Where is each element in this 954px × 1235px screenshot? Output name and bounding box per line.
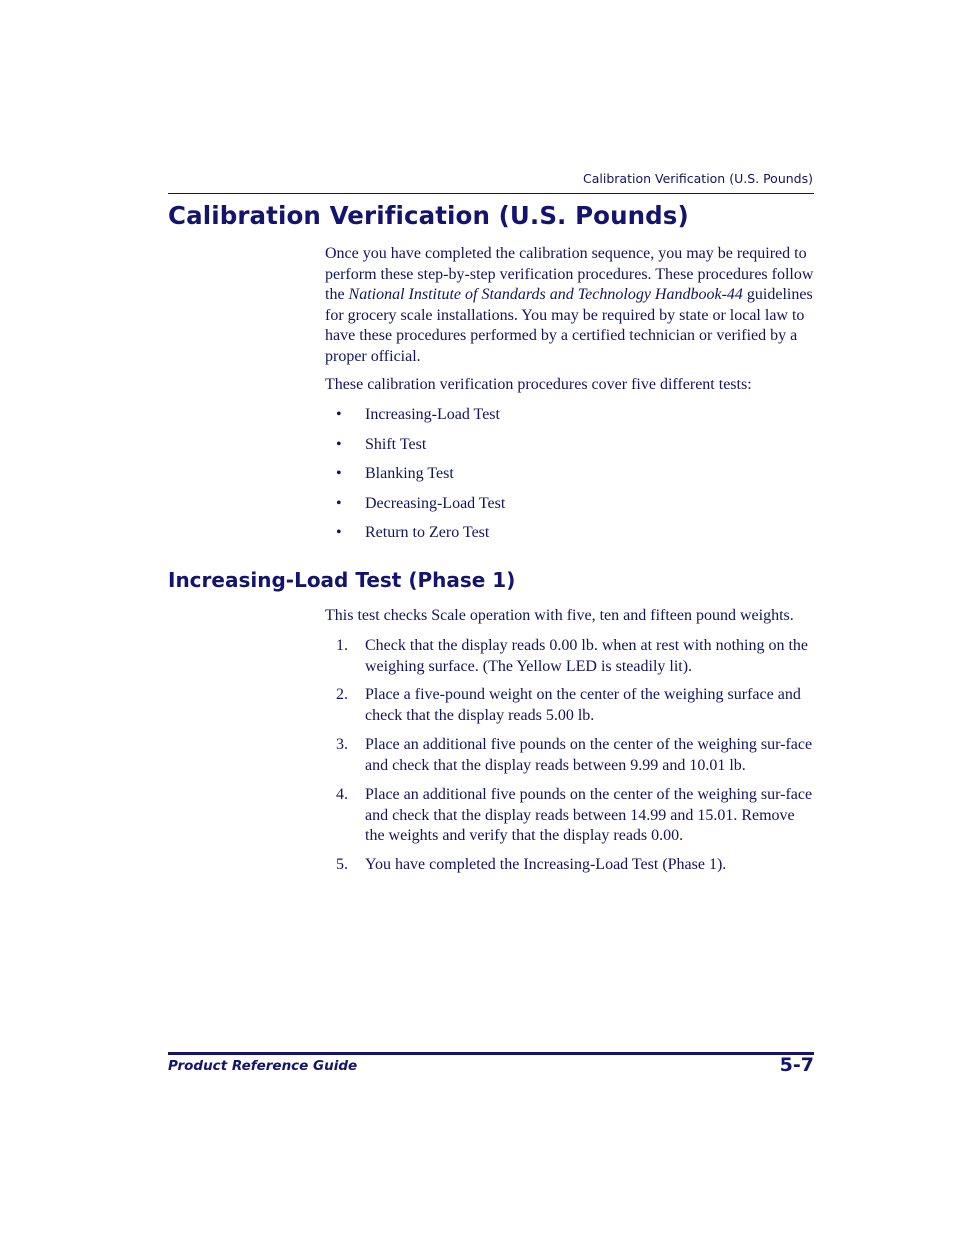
tests-intro-text: These calibration verification procedures cover five different tests:	[325, 376, 752, 393]
page-number: 5-7	[779, 1054, 814, 1076]
subsection-intro	[325, 606, 814, 627]
step-number: 1.	[336, 637, 348, 654]
bullet-mark: •	[336, 495, 342, 512]
bullet-mark: •	[336, 465, 342, 482]
step-text: Place an additional five pounds on the center of the weighing sur-face and check that the display reads between 9.99 and 10.01 lb.	[365, 736, 813, 774]
test-name: Increasing-Load Test	[365, 406, 500, 423]
list-item	[336, 435, 426, 456]
bullet-mark: •	[336, 436, 342, 453]
step-item	[336, 735, 814, 776]
tests-intro	[325, 375, 814, 396]
test-name: Return to Zero Test	[365, 524, 490, 541]
step-item	[336, 855, 814, 876]
step-text: Place a five-pound weight on the center of the weighing surface and check that the display reads 5.00 lb.	[365, 686, 801, 724]
header-rule	[168, 193, 814, 194]
step-number: 3.	[336, 736, 348, 753]
intro-text-2: guidelines for grocery scale installations. You may be required by state or local law to have these procedures performed by a certified technician or verified by a proper official.	[325, 286, 813, 365]
footer-rule	[168, 1052, 814, 1055]
step-item	[336, 685, 814, 726]
handbook-reference: National Institute of Standards and Technology Handbook-44	[348, 286, 743, 303]
step-text: Place an additional five pounds on the center of the weighing sur-face and check that the display reads between 14.99 and 15.01. Remove the weights and verify that the display reads 0.00.	[365, 786, 813, 844]
step-number: 5.	[336, 856, 348, 873]
section-intro	[325, 244, 814, 367]
bullet-mark: •	[336, 406, 342, 423]
test-name: Decreasing-Load Test	[365, 495, 506, 512]
test-name: Shift Test	[365, 436, 427, 453]
footer-guide-title: Product Reference Guide	[168, 1058, 358, 1074]
step-number: 2.	[336, 686, 348, 703]
step-text: Check that the display reads 0.00 lb. when at rest with nothing on the weighing surface. (The Yellow LED is steadily lit).	[365, 637, 809, 675]
list-item	[336, 494, 505, 515]
list-item	[336, 464, 454, 485]
step-item	[336, 785, 814, 847]
list-item	[336, 405, 500, 426]
step-text: You have completed the Increasing-Load Test (Phase 1).	[365, 856, 727, 873]
list-item	[336, 523, 489, 544]
subsection-intro-text: This test checks Scale operation with five, ten and fifteen pound weights.	[325, 607, 794, 624]
intro-paragraph	[325, 244, 814, 367]
bullet-mark: •	[336, 524, 342, 541]
intro-text-1: Once you have completed the calibration sequence, you may be required to perform these step-by-step verification procedures. These procedures follow the	[325, 245, 814, 303]
subsection-title: Increasing-Load Test (Phase 1)	[168, 568, 516, 592]
step-item	[336, 636, 814, 677]
running-header: Calibration Verification (U.S. Pounds)	[583, 171, 813, 186]
test-name: Blanking Test	[365, 465, 454, 482]
step-number: 4.	[336, 786, 348, 803]
section-title: Calibration Verification (U.S. Pounds)	[168, 201, 689, 230]
